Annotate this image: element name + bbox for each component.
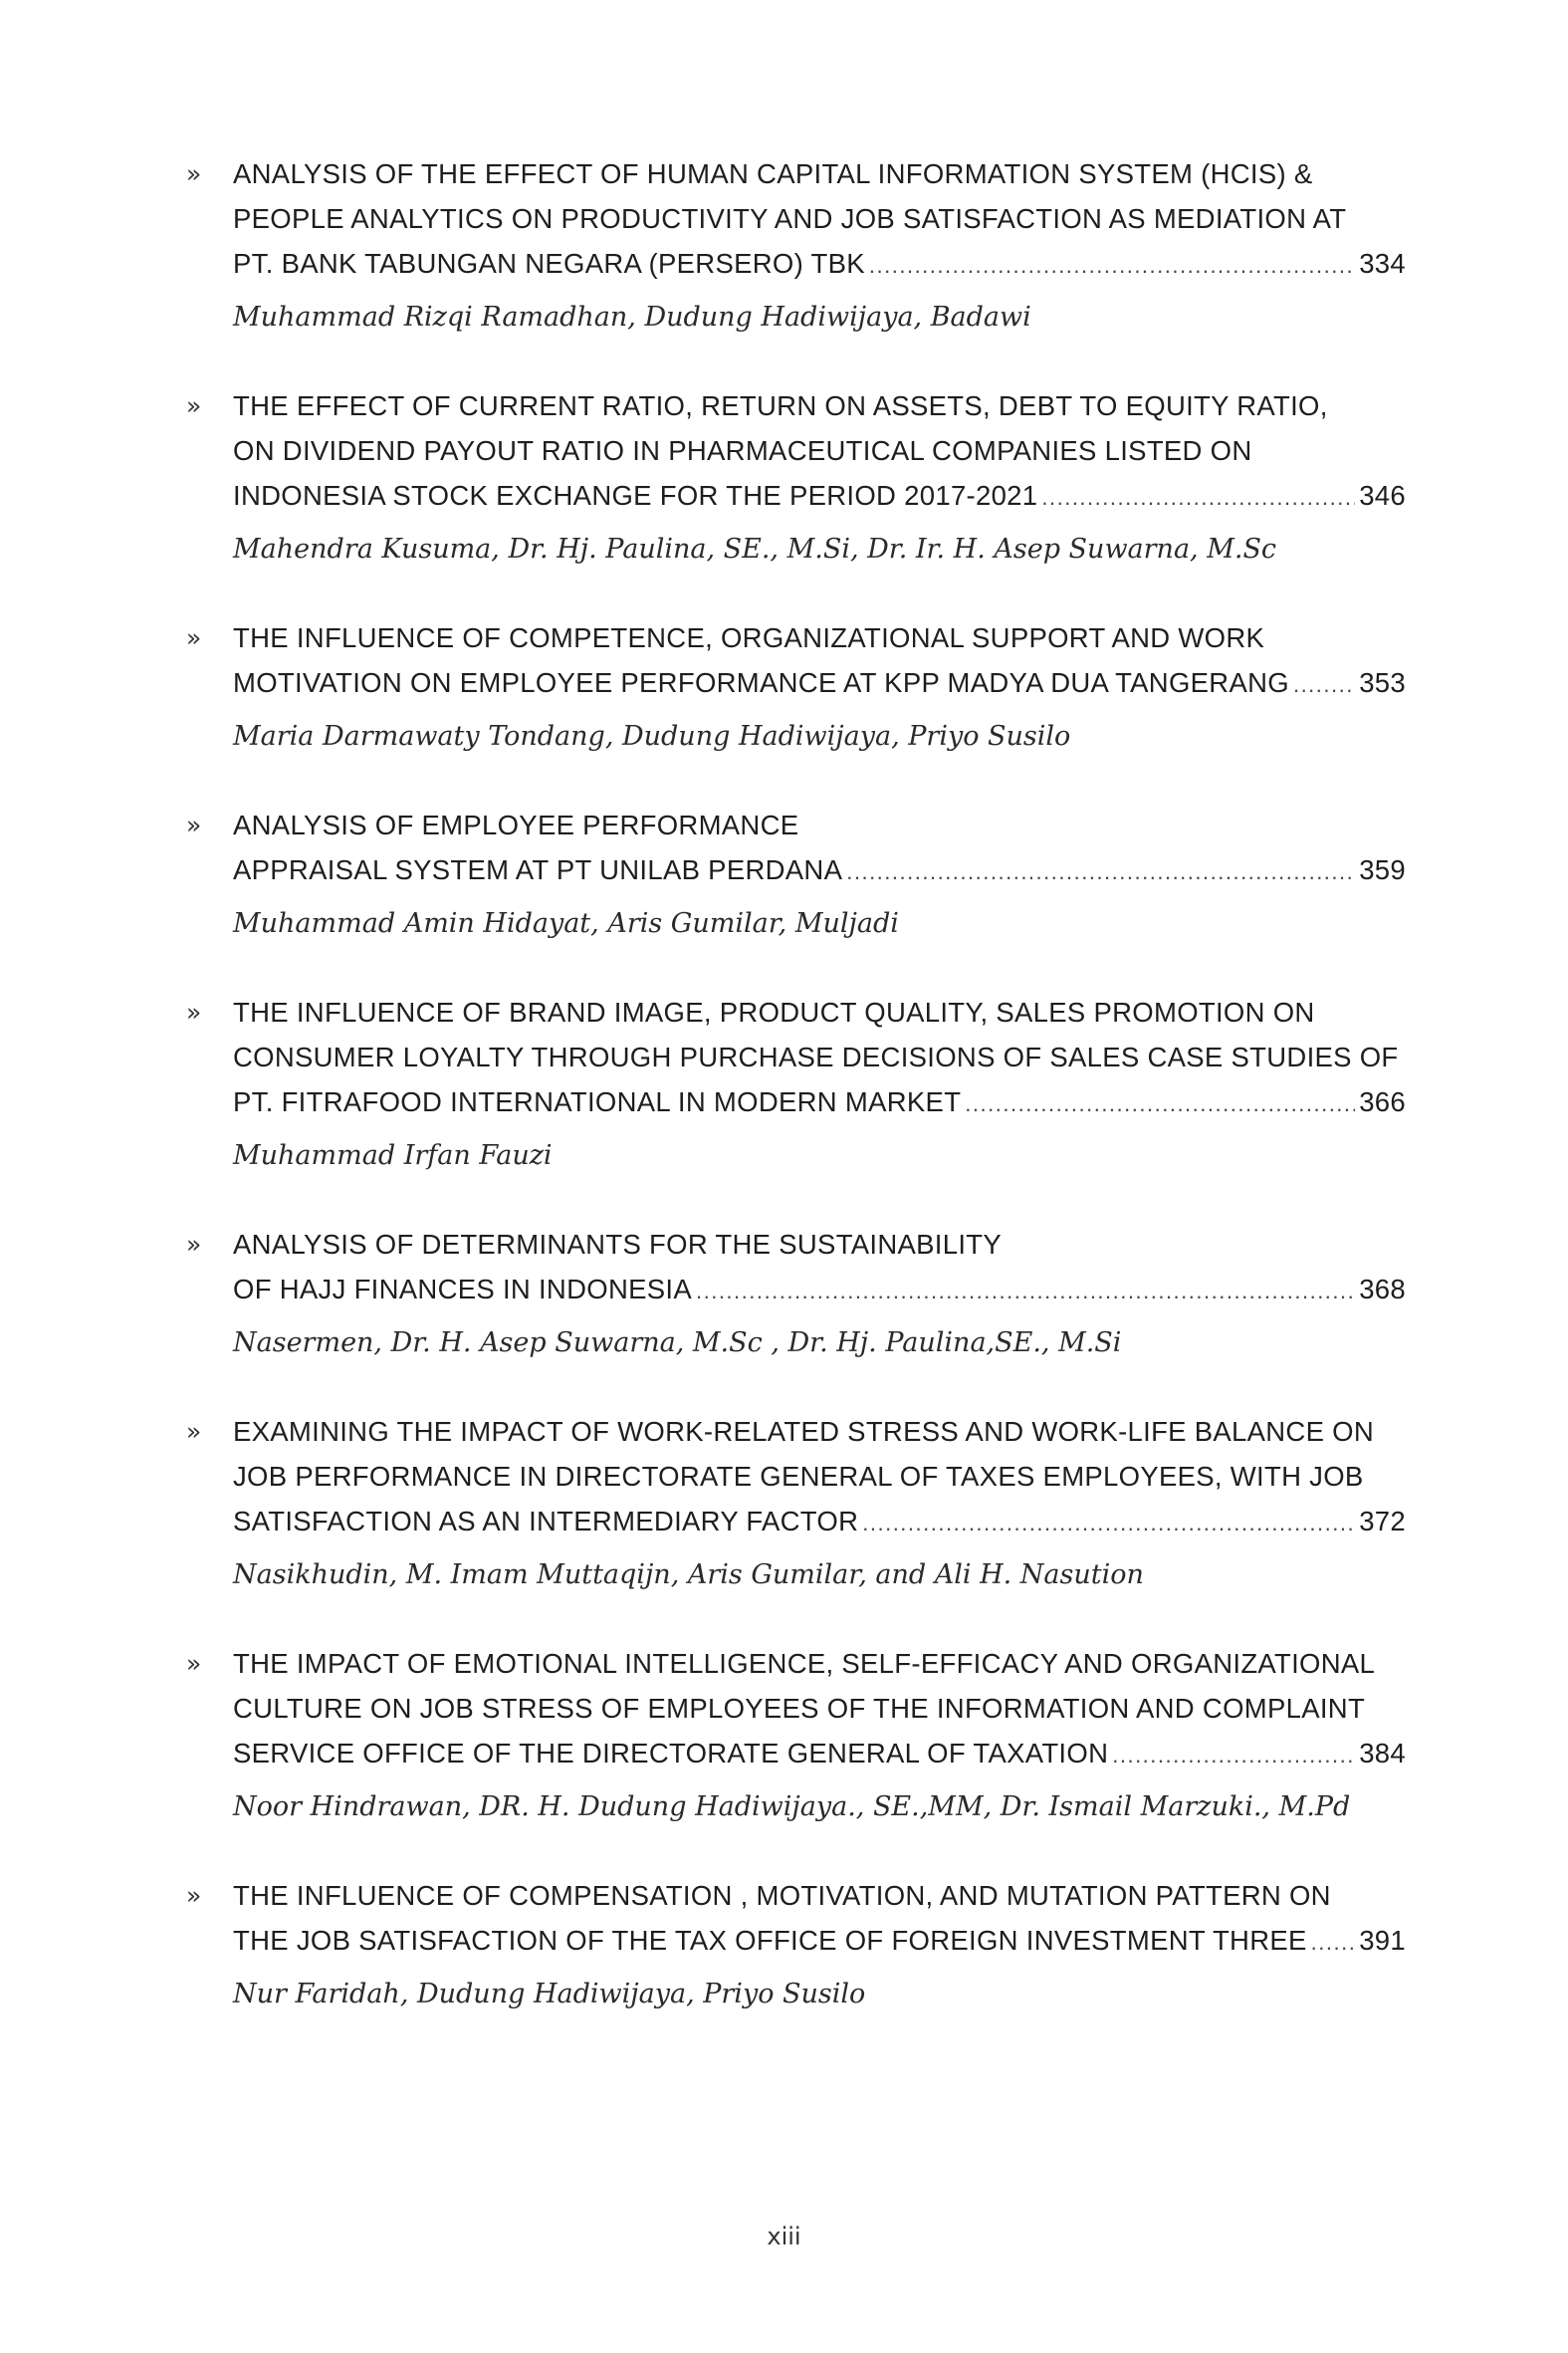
toc-entry-title — [233, 990, 1406, 1176]
toc-entry[interactable] — [186, 1641, 1406, 1827]
chevron-bullet-icon: » — [186, 159, 202, 188]
toc-entry-authors: Muhammad Irfan Fauzi — [233, 1140, 553, 1171]
title-last-line — [233, 1918, 1406, 1965]
title-line: MOTIVATION ON EMPLOYEE PERFORMANCE AT KPP MADYA DUA TANGERANG — [233, 667, 1289, 698]
title-line: EXAMINING THE IMPACT OF WORK-RELATED STRESS AND WORK-LIFE BALANCE ON — [233, 1416, 1375, 1447]
title-line: CULTURE ON JOB STRESS OF EMPLOYEES OF THE INFORMATION AND COMPLAINT — [233, 1693, 1366, 1724]
title-line: OF HAJJ FINANCES IN INDONESIA — [233, 1274, 692, 1304]
toc-entry-title — [233, 615, 1406, 757]
title-line: SATISFACTION AS AN INTERMEDIARY FACTOR — [233, 1506, 859, 1536]
toc-entry[interactable] — [186, 1409, 1406, 1595]
chevron-bullet-icon: » — [186, 623, 202, 652]
toc-entry-title — [233, 1873, 1406, 2014]
chevron-bullet-icon: » — [186, 1649, 202, 1678]
toc-entry-authors: Mahendra Kusuma, Dr. Hj. Paulina, SE., M.Si, Dr. Ir. H. Asep Suwarna, M.Sc — [233, 534, 1277, 565]
title-line: ANALYSIS OF EMPLOYEE PERFORMANCE — [233, 810, 799, 840]
toc-entry[interactable] — [186, 1873, 1406, 2014]
title-line: APPRAISAL SYSTEM AT PT UNILAB PERDANA — [233, 854, 843, 885]
dot-leader — [1293, 662, 1355, 707]
toc-page-number[interactable]: 353 — [1359, 667, 1406, 698]
title-line: ON DIVIDEND PAYOUT RATIO IN PHARMACEUTICAL COMPANIES LISTED ON — [233, 435, 1252, 466]
title-last-line — [233, 1267, 1406, 1313]
title-line: PEOPLE ANALYTICS ON PRODUCTIVITY AND JOB SATISFACTION AS MEDIATION AT — [233, 203, 1347, 234]
chevron-bullet-icon: » — [186, 391, 202, 420]
title-line: PT. FITRAFOOD INTERNATIONAL IN MODERN MARKET — [233, 1086, 962, 1117]
chevron-bullet-icon: » — [186, 998, 202, 1027]
toc-page-number[interactable]: 359 — [1359, 854, 1406, 885]
chevron-bullet-icon: » — [186, 1881, 202, 1910]
title-last-line — [233, 1499, 1406, 1545]
toc-entry-authors: Nasikhudin, M. Imam Muttaqijn, Aris Gumilar, and Ali H. Nasution — [233, 1559, 1144, 1590]
table-of-contents — [186, 151, 1406, 2060]
chevron-bullet-icon: » — [186, 1417, 202, 1446]
toc-entry[interactable] — [186, 990, 1406, 1176]
dot-leader — [862, 1501, 1355, 1545]
toc-entry-authors: Noor Hindrawan, DR. H. Dudung Hadiwijaya., SE.,MM, Dr. Ismail Marzuki., M.Pd — [233, 1791, 1351, 1822]
toc-entry-title — [233, 1222, 1406, 1363]
toc-page-number[interactable]: 384 — [1359, 1738, 1406, 1768]
toc-page-number[interactable]: 334 — [1359, 248, 1406, 279]
toc-page-number[interactable]: 366 — [1359, 1086, 1406, 1117]
toc-page-number[interactable]: 372 — [1359, 1506, 1406, 1536]
dot-leader — [1311, 1920, 1356, 1965]
toc-entry[interactable] — [186, 1222, 1406, 1363]
title-line: SERVICE OFFICE OF THE DIRECTORATE GENERAL OF TAXATION — [233, 1738, 1109, 1768]
toc-entry-title — [233, 803, 1406, 944]
toc-entry-title — [233, 383, 1406, 570]
dot-leader — [846, 849, 1355, 894]
title-last-line — [233, 473, 1406, 520]
chevron-bullet-icon: » — [186, 1230, 202, 1259]
toc-entry-authors: Maria Darmawaty Tondang, Dudung Hadiwijaya, Priyo Susilo — [233, 721, 1071, 752]
toc-entry-title — [233, 1641, 1406, 1827]
page-number-footer: xiii — [767, 2223, 801, 2250]
toc-entry-title — [233, 1409, 1406, 1595]
dot-leader — [869, 243, 1355, 288]
toc-entry-authors: Nur Faridah, Dudung Hadiwijaya, Priyo Susilo — [233, 1979, 866, 2009]
toc-entry-authors: Nasermen, Dr. H. Asep Suwarna, M.Sc , Dr. Hj. Paulina,SE., M.Si — [233, 1327, 1122, 1358]
title-line: THE INFLUENCE OF COMPENSATION , MOTIVATION, AND MUTATION PATTERN ON — [233, 1880, 1331, 1911]
title-line: PT. BANK TABUNGAN NEGARA (PERSERO) TBK — [233, 248, 865, 279]
toc-entry[interactable] — [186, 151, 1406, 338]
title-line: ANALYSIS OF DETERMINANTS FOR THE SUSTAINABILITY — [233, 1229, 1003, 1260]
title-line: INDONESIA STOCK EXCHANGE FOR THE PERIOD 2017-2021 — [233, 480, 1038, 511]
toc-entry-title — [233, 151, 1406, 338]
title-line: CONSUMER LOYALTY THROUGH PURCHASE DECISIONS OF SALES CASE STUDIES OF — [233, 1042, 1399, 1072]
toc-page-number[interactable]: 391 — [1359, 1925, 1406, 1956]
dot-leader — [1112, 1733, 1355, 1777]
toc-page-number[interactable]: 368 — [1359, 1274, 1406, 1304]
dot-leader — [696, 1269, 1355, 1313]
title-line: THE INFLUENCE OF BRAND IMAGE, PRODUCT QUALITY, SALES PROMOTION ON — [233, 997, 1315, 1028]
title-last-line — [233, 1731, 1406, 1777]
toc-entry[interactable] — [186, 615, 1406, 757]
dot-leader — [1041, 475, 1355, 520]
title-line: THE EFFECT OF CURRENT RATIO, RETURN ON ASSETS, DEBT TO EQUITY RATIO, — [233, 390, 1328, 421]
title-line: JOB PERFORMANCE IN DIRECTORATE GENERAL OF TAXES EMPLOYEES, WITH JOB — [233, 1461, 1364, 1492]
dot-leader — [965, 1081, 1355, 1126]
toc-entry[interactable] — [186, 383, 1406, 570]
title-last-line — [233, 660, 1406, 707]
title-last-line — [233, 1079, 1406, 1126]
chevron-bullet-icon: » — [186, 811, 202, 839]
title-line: ANALYSIS OF THE EFFECT OF HUMAN CAPITAL INFORMATION SYSTEM (HCIS) & — [233, 158, 1313, 189]
title-line: THE JOB SATISFACTION OF THE TAX OFFICE OF FOREIGN INVESTMENT THREE — [233, 1925, 1307, 1956]
title-line: THE INFLUENCE OF COMPETENCE, ORGANIZATIONAL SUPPORT AND WORK — [233, 622, 1265, 653]
title-last-line — [233, 847, 1406, 894]
title-last-line — [233, 241, 1406, 288]
title-line: THE IMPACT OF EMOTIONAL INTELLIGENCE, SELF-EFFICACY AND ORGANIZATIONAL — [233, 1648, 1376, 1679]
toc-entry-authors: Muhammad Rizqi Ramadhan, Dudung Hadiwijaya, Badawi — [233, 302, 1031, 333]
toc-entry-authors: Muhammad Amin Hidayat, Aris Gumilar, Muljadi — [233, 908, 899, 939]
toc-page-number[interactable]: 346 — [1359, 480, 1406, 511]
toc-entry[interactable] — [186, 803, 1406, 944]
